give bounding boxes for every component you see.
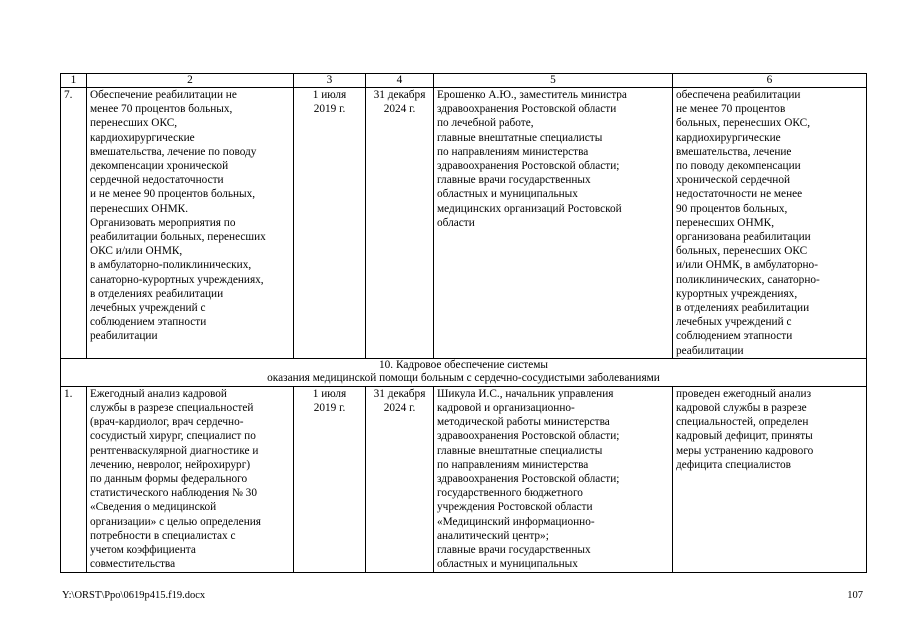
row-responsible: Шикула И.С., начальник управления кадровой и организационно- методической работы министерства здравоохранения Ростовской области; главные внештатные специалисты по направлениям министерства здравоохранения Ростовской области; государственного бюджетного учреждения Ростовской области «Медицинский информационно- аналитический центр»; главные врачи государственных областных и муниципальных	[434, 386, 673, 572]
row-start-date: 1 июля 2019 г.	[294, 88, 366, 359]
section-row	[61, 358, 867, 386]
document-table	[60, 73, 867, 573]
section-title: 10. Кадровое обеспечение системы оказания медицинской помощи больным с сердечно-сосудистыми заболеваниями	[61, 358, 867, 386]
table-header-row	[61, 74, 867, 88]
row-end-date: 31 декабря 2024 г.	[366, 386, 434, 572]
footer-page-number: 107	[847, 590, 863, 601]
header-col-6: 6	[673, 74, 867, 88]
row-description: Ежегодный анализ кадровой службы в разрезе специальностей (врач-кардиолог, врач сердечно- сосудистый хирург, специалист по рентгенваскулярной диагностике и лечению, невролог, нейрохирург) по данным формы федерального статистического наблюдения № 30 «Сведения о медицинской организации» с целью определения потребности в специалистах с учетом коэффициента совместительства	[87, 386, 294, 572]
header-col-5: 5	[434, 74, 673, 88]
footer-file-path: Y:\ORST\Ppo\0619p415.f19.docx	[62, 590, 206, 601]
row-result: обеспечена реабилитации не менее 70 процентов больных, перенесших ОКС, кардиохирургические вмешательства, лечение по поводу декомпенсации хронической сердечной недостаточности не менее 90 процентов больных, перенесших ОНМК, организована реабилитации больных, перенесших ОКС и/или ОНМК, в амбулаторно- поликлинических, санаторно- курортных учреждениях, в отделениях реабилитации лечебных учреждений с соблюдением этапности реабилитации	[673, 88, 867, 359]
row-result: проведен ежегодный анализ кадровой службы в разрезе специальностей, определен кадровый дефицит, приняты меры устранению кадрового дефицита специалистов	[673, 386, 867, 572]
row-end-date: 31 декабря 2024 г.	[366, 88, 434, 359]
header-col-1: 1	[61, 74, 87, 88]
row-responsible: Ерошенко А.Ю., заместитель министра здравоохранения Ростовской области по лечебной работе, главные внештатные специалисты по направлениям министерства здравоохранения Ростовской области; главные врачи государственных областных и муниципальных медицинских организаций Ростовской области	[434, 88, 673, 359]
row-number: 7.	[61, 88, 87, 359]
table-row	[61, 88, 867, 359]
row-number: 1.	[61, 386, 87, 572]
row-description: Обеспечение реабилитации не менее 70 процентов больных, перенесших ОКС, кардиохирургические вмешательства, лечение по поводу декомпенсации хронической сердечной недостаточности и не менее 90 процентов больных, перенесших ОНМК. Организовать мероприятия по реабилитации больных, перенесших ОКС и/или ОНМК, в амбулаторно-поликлинических, санаторно-курортных учреждениях, в отделениях реабилитации лечебных учреждений с соблюдением этапности реабилитации	[87, 88, 294, 359]
header-col-4: 4	[366, 74, 434, 88]
header-col-3: 3	[294, 74, 366, 88]
table-row	[61, 386, 867, 572]
row-start-date: 1 июля 2019 г.	[294, 386, 366, 572]
header-col-2: 2	[87, 74, 294, 88]
